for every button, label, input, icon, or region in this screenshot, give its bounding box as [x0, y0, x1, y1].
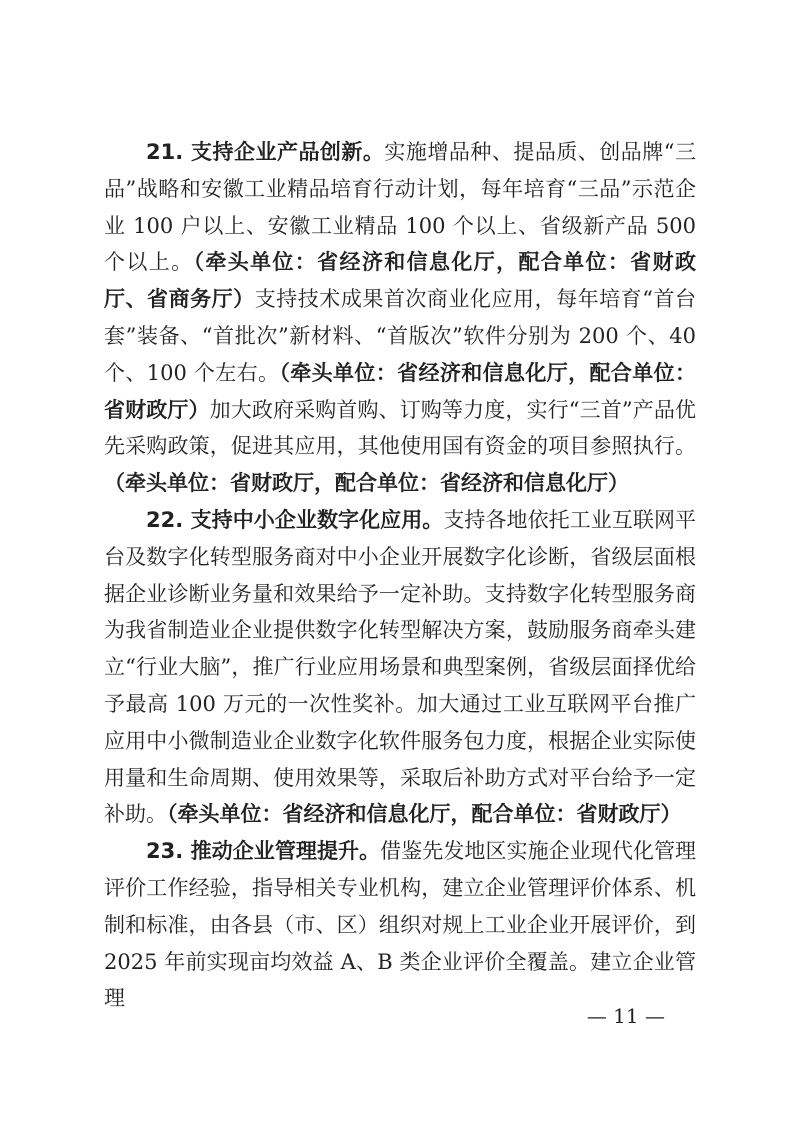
body-text — [104, 134, 696, 1017]
paragraph-heading: 23. 推动企业管理提升。 — [146, 839, 381, 864]
paragraph-heading: 21. 支持企业产品创新。 — [146, 140, 385, 164]
paragraph-text: 加大政府采购首购、订购等力度，实行“三首”产品优先采购政策，促进其应用，其他使用国有资金的项目参照执行。 — [104, 397, 696, 459]
paragraph-22 — [104, 502, 696, 833]
paragraph-21 — [104, 134, 696, 502]
lead-unit-note: （牵头单位：省经济和信息化厅，配合单位：省财政厅） — [167, 802, 682, 827]
lead-unit-note: （牵头单位：省经济和信息化厅，配合单位：省财政厅、省商务厅） — [104, 250, 697, 312]
paragraph-text: 支持各地依托工业互联网平台及数字化转型服务商对中小企业开展数字化诊断，省级层面根据企业诊断业务量和效果给予一定补助。支持数字化转型服务商为我省制造业企业提供数字化转型解决方案，鼓励服务商牵头建立“行业大脑”，推广行业应用场景和典型案例，省级层面择优给予最高 100 万元的一次性奖补。加大通过工业互联网平台推广应用中小微制造业企业数字化软件服务包力度，根据企业实际使用量和生命周期、使用效果等，采取后补助方式对平台给予一定补助。 — [104, 507, 697, 827]
paragraph-text: 借鉴先发地区实施企业现代化管理评价工作经验，指导相关专业机构，建立企业管理评价体系、机制和标准，由各县（市、区）组织对规上工业企业开展评价，到 2025 年前实现亩均效益 A、B 类企业评价全覆盖。建立企业管理 — [104, 839, 697, 1011]
page-number: — 11 — — [586, 1004, 665, 1028]
paragraph-heading: 22. 支持中小企业数字化应用。 — [146, 507, 444, 532]
paragraph-text: 支持技术成果首次商业化应用，每年培育“首台套”装备、“首批次”新材料、“首版次”软件分别为 200 个、40 个、100 个左右。 — [104, 287, 697, 385]
lead-unit-note: （牵头单位：省经济和信息化厅，配合单位：省财政厅） — [104, 360, 697, 422]
paragraph-23 — [104, 833, 696, 1017]
lead-unit-note: （牵头单位：省财政厅，配合单位：省经济和信息化厅） — [104, 471, 629, 496]
paragraph-text: 实施增品种、提品质、创品牌“三品”战略和安徽工业精品培育行动计划，每年培育“三品”示范企业 100 户以上、安徽工业精品 100 个以上、省级新产品 500 个以上。 — [104, 140, 696, 275]
